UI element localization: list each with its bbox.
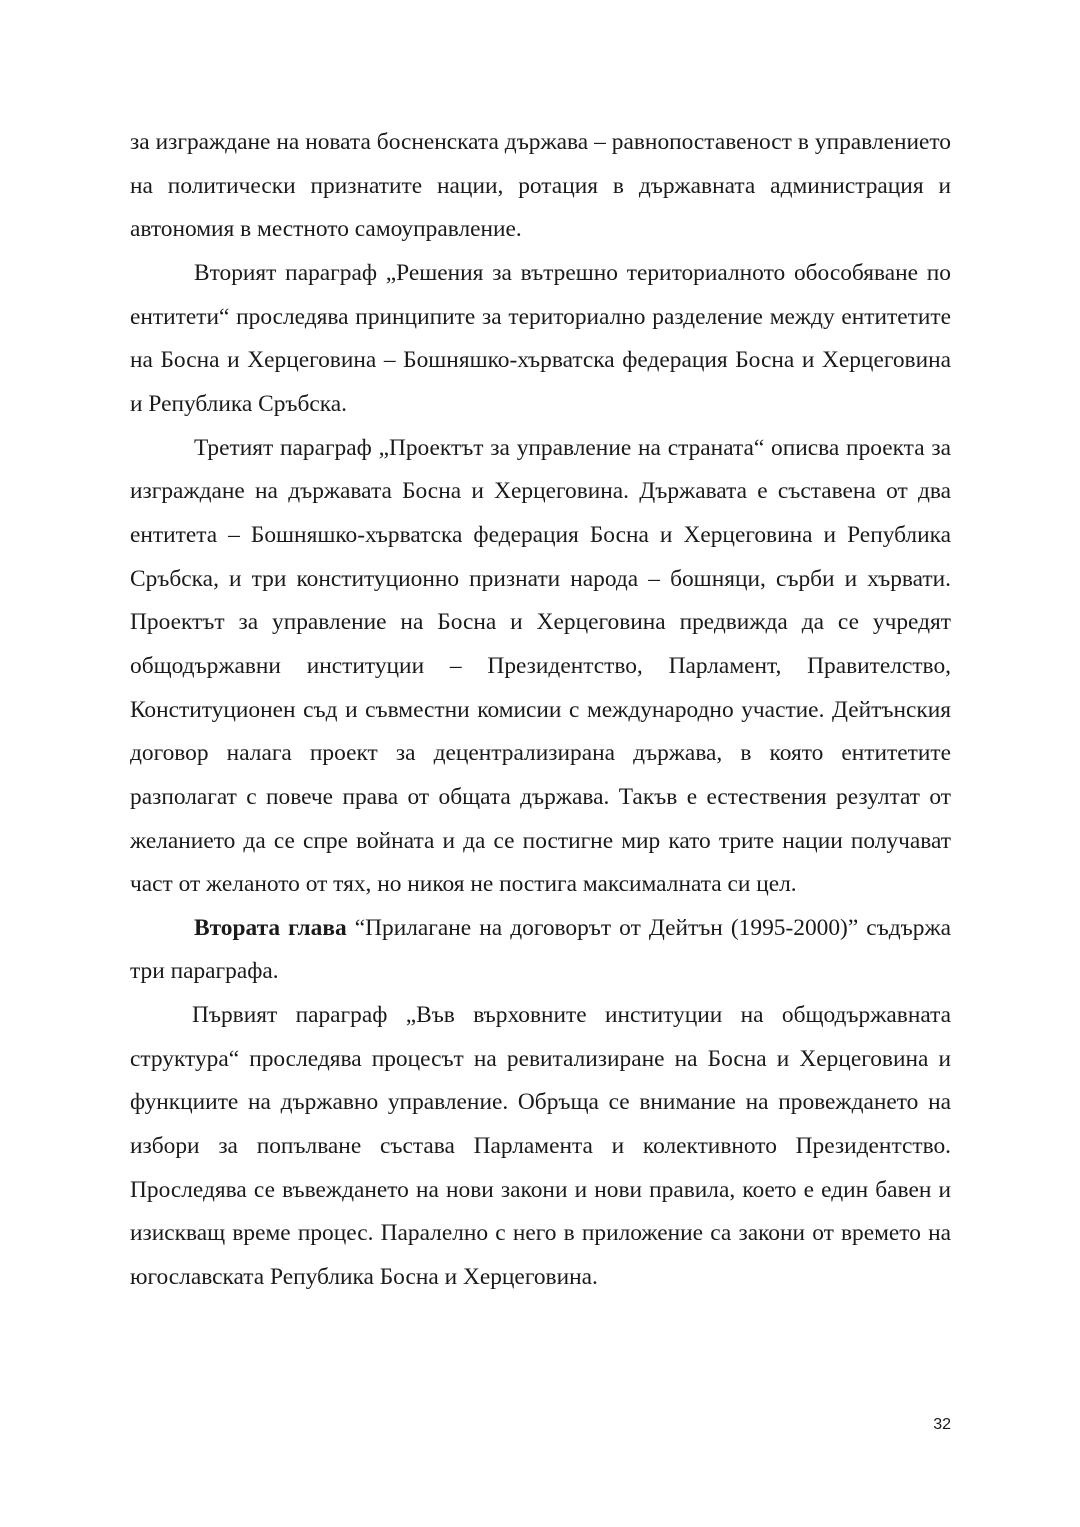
page-number: 32: [933, 1416, 951, 1433]
paragraph-2: Вторият параграф „Решения за вътрешно териториалното обособяване по ентитети“ проследява принципите за териториално разделение между ентитетите на Босна и Херцеговина – Бошняшко-хърватска федерация Босна и Херцеговина и Република Сръбска.: [130, 259, 951, 417]
paragraph-3: Третият параграф „Проектът за управление на страната“ описва проекта за изграждане на държавата Босна и Херцеговина. Държавата е съставена от два ентитета – Бошняшко-хърватска федерация Босна и Херцеговина и Република Сръбска, и три конституционно признати народа – бошняци, сърби и хървати. Проектът за управление на Босна и Херцеговина предвижда да се учредят общодържавни институции – Президентство, Парламент, Правителство, Конституционен съд и съвместни комисии с международно участие. Дейтънския договор налага проект за децентрализирана държава, в която ентитетите разполагат с повече права от общата държава. Такъв е естествения резултат от желанието да се спре войната и да се постигне мир като трите нации получават част от желаното от тях, но никоя не постига максималната си цел.: [130, 434, 951, 898]
paragraph-4: [130, 907, 951, 994]
paragraph-5: Първият параграф „Във върховните институции на общодържавната структура“ проследява процесът на ревитализиране на Босна и Херцеговина и функциите на държавно управление. Обръща се внимание на провеждането на избори за попълване състава Парламента и колективното Президентство. Проследява се въвеждането на нови закони и нови правила, което е един бавен и изискващ време процес. Паралелно с него в приложение са закони от времето на югославската Република Босна и Херцеговина.: [130, 1002, 951, 1291]
body-text: [130, 121, 951, 1300]
chapter-heading-bold: Втората глава: [194, 914, 347, 941]
paragraph-1: за изграждане на новата босненската държава – равнопоставеност в управлението на политически признатите нации, ротация в държавната администрация и автономия в местното самоуправление.: [130, 129, 951, 243]
paragraph-4-rest: “Прилагане на договорът от Дейтън (1995-2000)” съдържа три параграфа.: [130, 914, 951, 985]
